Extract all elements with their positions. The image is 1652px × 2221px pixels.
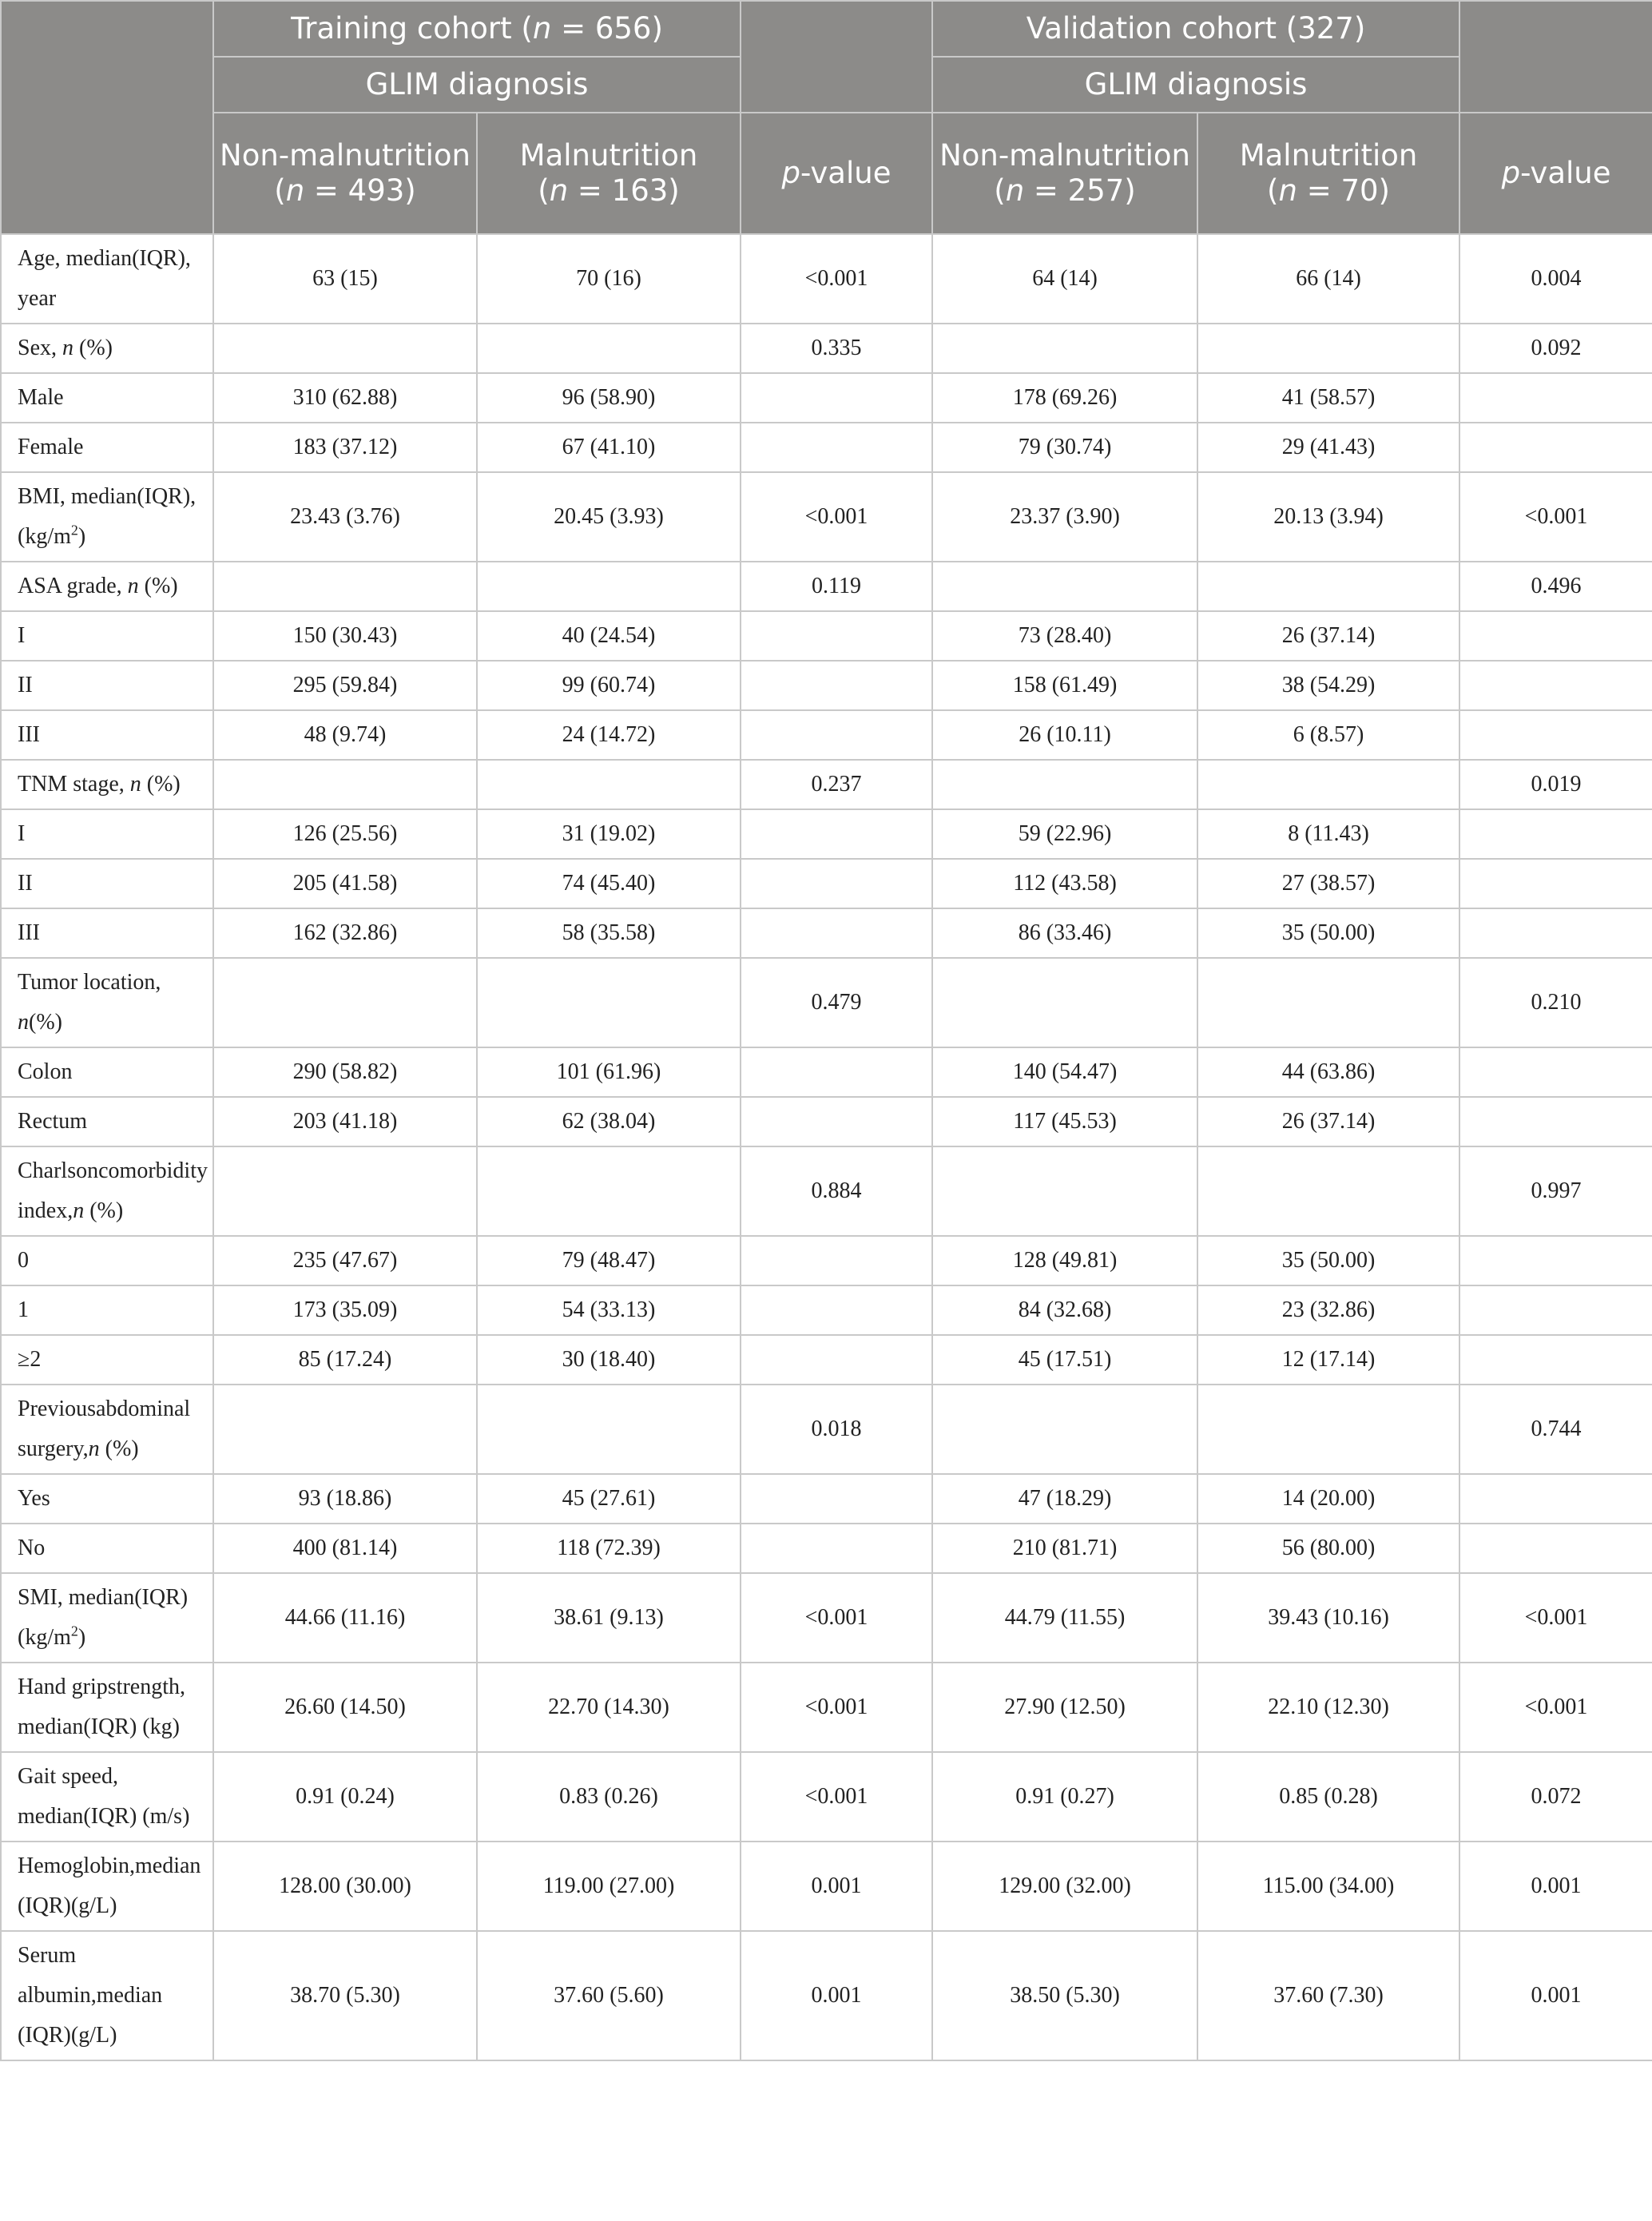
table-row — [1, 611, 1652, 661]
row-label-superscript: 2 — [70, 1623, 78, 1639]
row-label-segment: (%) — [73, 336, 113, 360]
training-pvalue-cell: <0.001 — [741, 1573, 932, 1663]
validation-pvalue-cell: 0.997 — [1459, 1146, 1652, 1236]
row-label-segment: I — [18, 623, 26, 648]
validation-pvalue-cell: <0.001 — [1459, 1663, 1652, 1752]
row-label-superscript: 2 — [70, 522, 78, 538]
training-pvalue-cell — [741, 1285, 932, 1335]
validation-malnutrition-cell — [1197, 1385, 1459, 1474]
validation-malnutrition-cell: 12 (17.14) — [1197, 1335, 1459, 1385]
row-label-segment: Tumor location, — [18, 970, 161, 995]
training-pvalue-cell — [741, 908, 932, 958]
row-label-segment: strength, median — [18, 1675, 185, 1739]
validation-malnutrition-cell: 6 (8.57) — [1197, 710, 1459, 760]
validation-non-malnutrition-cell: 117 (45.53) — [932, 1097, 1197, 1146]
validation-pvalue-cell — [1459, 1474, 1652, 1524]
table-row — [1, 324, 1652, 373]
row-label-segment: (g/L) — [70, 1893, 117, 1918]
validation-non-malnutrition-cell: 84 (32.68) — [932, 1285, 1197, 1335]
row-label-segment: (%) — [84, 1198, 124, 1223]
training-pvalue-cell — [741, 1236, 932, 1285]
training-malnutrition-cell — [477, 562, 741, 611]
training-malnutrition-cell — [477, 324, 741, 373]
training-non-malnutrition-cell: 26.60 (14.50) — [213, 1663, 477, 1752]
training-pvalue-cell — [741, 611, 932, 661]
table-row — [1, 760, 1652, 809]
validation-pvalue-cell — [1459, 373, 1652, 423]
validation-pvalue-cell — [1459, 661, 1652, 710]
row-label — [1, 661, 213, 710]
training-pvalue-cell — [741, 423, 932, 472]
training-malnutrition-cell: 54 (33.13) — [477, 1285, 741, 1335]
row-label-segment: (%) — [99, 1436, 139, 1461]
validation-pvalue-cell: 0.001 — [1459, 1842, 1652, 1931]
training-non-malnutrition-cell — [213, 562, 477, 611]
validation-pvalue-cell — [1459, 1236, 1652, 1285]
training-malnutrition-cell: 45 (27.61) — [477, 1474, 741, 1524]
training-non-malnutrition-cell: 48 (9.74) — [213, 710, 477, 760]
validation-non-malnutrition-cell: 26 (10.11) — [932, 710, 1197, 760]
table-row — [1, 661, 1652, 710]
row-label-segment: Rectum — [18, 1109, 88, 1134]
validation-pvalue-spacer — [1459, 1, 1652, 113]
validation-pvalue-cell — [1459, 1097, 1652, 1146]
validation-non-malnutrition-cell: 86 (33.46) — [932, 908, 1197, 958]
row-label-segment: Previous — [18, 1397, 96, 1421]
row-label-segment: median (IQR) — [18, 1853, 201, 1918]
validation-non-malnutrition-cell: 128 (49.81) — [932, 1236, 1197, 1285]
validation-pvalue-header: p-value — [1459, 113, 1652, 234]
training-pvalue-spacer — [741, 1, 932, 113]
validation-malnutrition-cell: 8 (11.43) — [1197, 809, 1459, 859]
training-non-malnutrition-cell: 235 (47.67) — [213, 1236, 477, 1285]
row-label-segment: III — [18, 722, 40, 747]
training-malnutrition-cell: 99 (60.74) — [477, 661, 741, 710]
training-malnutrition-cell: 79 (48.47) — [477, 1236, 741, 1285]
training-non-malnutrition-cell: 93 (18.86) — [213, 1474, 477, 1524]
validation-non-malnutrition-cell: 47 (18.29) — [932, 1474, 1197, 1524]
validation-pvalue-cell: 0.072 — [1459, 1752, 1652, 1842]
validation-pvalue-cell — [1459, 1335, 1652, 1385]
validation-pvalue-cell — [1459, 1524, 1652, 1573]
training-cohort-header: Training cohort (n = 656) — [213, 1, 741, 57]
row-label-segment: n — [88, 1436, 100, 1461]
training-pvalue-cell — [741, 710, 932, 760]
training-non-malnutrition-header: Non-malnutrition (n = 493) — [213, 113, 477, 234]
training-non-malnutrition-cell: 150 (30.43) — [213, 611, 477, 661]
row-label-segment: median (IQR) — [18, 1983, 163, 2048]
row-label-segment: III — [18, 920, 40, 945]
row-label — [1, 760, 213, 809]
row-label-segment: Hand grip — [18, 1675, 108, 1699]
table-row — [1, 1385, 1652, 1474]
training-pvalue-cell: 0.335 — [741, 324, 932, 373]
training-pvalue-cell: 0.884 — [741, 1146, 932, 1236]
validation-pvalue-cell: <0.001 — [1459, 472, 1652, 562]
row-label — [1, 562, 213, 611]
validation-malnutrition-cell — [1197, 324, 1459, 373]
row-label-segment: abdominal surgery, — [18, 1397, 191, 1461]
row-label-segment: comorbidity index, — [18, 1158, 208, 1223]
table-row — [1, 1663, 1652, 1752]
validation-malnutrition-cell: 37.60 (7.30) — [1197, 1931, 1459, 2060]
table-row — [1, 859, 1652, 908]
validation-non-malnutrition-cell: 27.90 (12.50) — [932, 1663, 1197, 1752]
row-label — [1, 234, 213, 324]
row-label — [1, 472, 213, 562]
table-row — [1, 234, 1652, 324]
row-label-segment: Age, median — [18, 246, 133, 271]
validation-non-malnutrition-cell: 158 (61.49) — [932, 661, 1197, 710]
training-non-malnutrition-cell — [213, 1146, 477, 1236]
row-label-segment: SMI, median — [18, 1585, 135, 1610]
row-label — [1, 1047, 213, 1097]
table-body — [1, 234, 1652, 2060]
validation-malnutrition-cell: 35 (50.00) — [1197, 908, 1459, 958]
validation-non-malnutrition-cell: 59 (22.96) — [932, 809, 1197, 859]
row-label-segment: (%) — [138, 574, 178, 598]
training-non-malnutrition-cell — [213, 958, 477, 1047]
training-non-malnutrition-cell — [213, 760, 477, 809]
training-pvalue-cell — [741, 1524, 932, 1573]
row-label-segment: II — [18, 871, 33, 896]
training-pvalue-cell — [741, 1097, 932, 1146]
training-malnutrition-cell: 119.00 (27.00) — [477, 1842, 741, 1931]
row-label-segment: ) — [77, 1625, 86, 1650]
row-label-segment: (IQR) (m/s) — [83, 1804, 190, 1829]
validation-pvalue-cell: 0.496 — [1459, 562, 1652, 611]
training-non-malnutrition-cell: 63 (15) — [213, 234, 477, 324]
training-malnutrition-cell: 96 (58.90) — [477, 373, 741, 423]
training-malnutrition-cell: 20.45 (3.93) — [477, 472, 741, 562]
row-label-segment: (IQR) (kg/m — [18, 1585, 189, 1650]
training-pvalue-cell — [741, 859, 932, 908]
validation-malnutrition-cell: 26 (37.14) — [1197, 1097, 1459, 1146]
training-pvalue-cell: 0.119 — [741, 562, 932, 611]
row-label-segment: Yes — [18, 1486, 50, 1511]
training-pvalue-cell: 0.018 — [741, 1385, 932, 1474]
training-pvalue-cell — [741, 809, 932, 859]
table-row — [1, 1842, 1652, 1931]
row-label — [1, 1236, 213, 1285]
validation-non-malnutrition-cell — [932, 1385, 1197, 1474]
training-pvalue-cell: <0.001 — [741, 234, 932, 324]
validation-pvalue-cell — [1459, 423, 1652, 472]
table-row — [1, 1097, 1652, 1146]
training-non-malnutrition-cell: 400 (81.14) — [213, 1524, 477, 1573]
validation-malnutrition-cell: 22.10 (12.30) — [1197, 1663, 1459, 1752]
training-pvalue-cell: 0.001 — [741, 1931, 932, 2060]
validation-non-malnutrition-cell: 140 (54.47) — [932, 1047, 1197, 1097]
training-pvalue-cell: 0.001 — [741, 1842, 932, 1931]
row-label — [1, 1335, 213, 1385]
table-row — [1, 1285, 1652, 1335]
row-label-segment: Male — [18, 385, 64, 410]
validation-malnutrition-cell: 23 (32.86) — [1197, 1285, 1459, 1335]
validation-malnutrition-cell: 20.13 (3.94) — [1197, 472, 1459, 562]
row-label — [1, 1474, 213, 1524]
row-label — [1, 1573, 213, 1663]
training-non-malnutrition-cell: 162 (32.86) — [213, 908, 477, 958]
row-label-segment: 1 — [18, 1297, 29, 1322]
row-label-segment: ≥2 — [18, 1347, 42, 1372]
row-label — [1, 1524, 213, 1573]
row-label — [1, 324, 213, 373]
table-row — [1, 1573, 1652, 1663]
validation-pvalue-cell: 0.019 — [1459, 760, 1652, 809]
table-row — [1, 1236, 1652, 1285]
row-label-segment: n — [129, 772, 141, 797]
table-row — [1, 710, 1652, 760]
validation-non-malnutrition-cell: 0.91 (0.27) — [932, 1752, 1197, 1842]
row-label — [1, 611, 213, 661]
validation-pvalue-cell — [1459, 908, 1652, 958]
table-row — [1, 1931, 1652, 2060]
validation-malnutrition-cell: 66 (14) — [1197, 234, 1459, 324]
validation-malnutrition-cell — [1197, 1146, 1459, 1236]
training-non-malnutrition-cell: 173 (35.09) — [213, 1285, 477, 1335]
training-malnutrition-cell: 40 (24.54) — [477, 611, 741, 661]
row-label-segment: Gait speed, median — [18, 1764, 118, 1829]
row-label — [1, 1146, 213, 1236]
training-pvalue-cell — [741, 1047, 932, 1097]
row-label-segment: n — [73, 1198, 85, 1223]
table-row — [1, 1335, 1652, 1385]
table-row — [1, 1752, 1652, 1842]
row-label — [1, 1285, 213, 1335]
table-row — [1, 373, 1652, 423]
training-malnutrition-cell: 30 (18.40) — [477, 1335, 741, 1385]
row-label-segment: No — [18, 1536, 46, 1560]
row-label-segment: 0 — [18, 1248, 29, 1273]
validation-non-malnutrition-cell: 38.50 (5.30) — [932, 1931, 1197, 2060]
validation-malnutrition-cell — [1197, 958, 1459, 1047]
table-row — [1, 1474, 1652, 1524]
row-label — [1, 859, 213, 908]
validation-non-malnutrition-cell: 79 (30.74) — [932, 423, 1197, 472]
training-pvalue-cell: 0.237 — [741, 760, 932, 809]
validation-non-malnutrition-cell: 64 (14) — [932, 234, 1197, 324]
row-label-segment: I — [18, 821, 26, 846]
validation-malnutrition-cell: 14 (20.00) — [1197, 1474, 1459, 1524]
row-label-segment: (%) — [29, 1010, 62, 1035]
row-label-segment: (g/L) — [70, 2023, 117, 2048]
training-malnutrition-cell: 118 (72.39) — [477, 1524, 741, 1573]
row-label — [1, 809, 213, 859]
validation-pvalue-cell: 0.004 — [1459, 234, 1652, 324]
row-label-segment: Charlson — [18, 1158, 99, 1183]
validation-pvalue-cell — [1459, 809, 1652, 859]
training-malnutrition-cell: 67 (41.10) — [477, 423, 741, 472]
training-non-malnutrition-cell — [213, 324, 477, 373]
training-malnutrition-cell — [477, 1385, 741, 1474]
validation-non-malnutrition-cell: 129.00 (32.00) — [932, 1842, 1197, 1931]
validation-malnutrition-header: Malnutrition (n = 70) — [1197, 113, 1459, 234]
row-label-segment: ASA grade, — [18, 574, 128, 598]
training-pvalue-cell: <0.001 — [741, 1752, 932, 1842]
training-non-malnutrition-cell: 203 (41.18) — [213, 1097, 477, 1146]
row-label-segment: (%) — [141, 772, 181, 797]
row-label-segment: BMI, median — [18, 484, 137, 509]
training-malnutrition-cell: 101 (61.96) — [477, 1047, 741, 1097]
training-malnutrition-cell — [477, 1146, 741, 1236]
validation-malnutrition-cell: 115.00 (34.00) — [1197, 1842, 1459, 1931]
training-pvalue-cell: <0.001 — [741, 1663, 932, 1752]
row-label — [1, 1663, 213, 1752]
validation-non-malnutrition-cell — [932, 760, 1197, 809]
row-label — [1, 1752, 213, 1842]
table-row — [1, 1047, 1652, 1097]
validation-pvalue-cell — [1459, 1285, 1652, 1335]
row-label-segment: Colon — [18, 1059, 73, 1084]
training-non-malnutrition-cell: 23.43 (3.76) — [213, 472, 477, 562]
training-non-malnutrition-cell: 0.91 (0.24) — [213, 1752, 477, 1842]
row-label-segment: Serum albumin, — [18, 1943, 97, 2008]
table-row — [1, 1146, 1652, 1236]
row-label-segment: ) — [77, 524, 86, 549]
training-glim-diagnosis-header: GLIM diagnosis — [213, 57, 741, 113]
table-row — [1, 423, 1652, 472]
training-malnutrition-cell: 74 (45.40) — [477, 859, 741, 908]
validation-malnutrition-cell: 0.85 (0.28) — [1197, 1752, 1459, 1842]
validation-pvalue-cell: 0.210 — [1459, 958, 1652, 1047]
validation-malnutrition-cell: 29 (41.43) — [1197, 423, 1459, 472]
validation-non-malnutrition-cell: 44.79 (11.55) — [932, 1573, 1197, 1663]
table-row — [1, 908, 1652, 958]
validation-non-malnutrition-cell — [932, 324, 1197, 373]
row-label — [1, 423, 213, 472]
training-non-malnutrition-cell — [213, 1385, 477, 1474]
validation-malnutrition-cell: 56 (80.00) — [1197, 1524, 1459, 1573]
validation-non-malnutrition-cell — [932, 562, 1197, 611]
training-non-malnutrition-cell: 295 (59.84) — [213, 661, 477, 710]
validation-pvalue-cell: <0.001 — [1459, 1573, 1652, 1663]
validation-glim-diagnosis-header: GLIM diagnosis — [932, 57, 1459, 113]
training-malnutrition-cell: 31 (19.02) — [477, 809, 741, 859]
row-label-segment: II — [18, 673, 33, 697]
row-label — [1, 1931, 213, 2060]
training-pvalue-header: p-value — [741, 113, 932, 234]
training-non-malnutrition-cell: 126 (25.56) — [213, 809, 477, 859]
validation-malnutrition-cell: 41 (58.57) — [1197, 373, 1459, 423]
row-label — [1, 373, 213, 423]
validation-non-malnutrition-cell — [932, 958, 1197, 1047]
row-label-segment: n — [127, 574, 139, 598]
row-label-segment: Sex, — [18, 336, 62, 360]
table-header — [1, 1, 1652, 234]
training-non-malnutrition-cell: 44.66 (11.16) — [213, 1573, 477, 1663]
validation-non-malnutrition-header: Non-malnutrition (n = 257) — [932, 113, 1197, 234]
row-label-segment: n — [18, 1010, 29, 1035]
row-label — [1, 1842, 213, 1931]
table-row — [1, 562, 1652, 611]
row-label — [1, 710, 213, 760]
row-label — [1, 958, 213, 1047]
training-non-malnutrition-cell: 85 (17.24) — [213, 1335, 477, 1385]
training-malnutrition-cell: 37.60 (5.60) — [477, 1931, 741, 2060]
row-label — [1, 1097, 213, 1146]
row-label — [1, 1385, 213, 1474]
training-non-malnutrition-cell: 128.00 (30.00) — [213, 1842, 477, 1931]
validation-malnutrition-cell: 38 (54.29) — [1197, 661, 1459, 710]
training-malnutrition-cell: 70 (16) — [477, 234, 741, 324]
training-pvalue-cell — [741, 1474, 932, 1524]
row-label-segment: (IQR), (kg/m — [18, 484, 197, 549]
validation-non-malnutrition-cell: 178 (69.26) — [932, 373, 1197, 423]
training-pvalue-cell — [741, 373, 932, 423]
training-pvalue-cell: 0.479 — [741, 958, 932, 1047]
training-non-malnutrition-cell: 205 (41.58) — [213, 859, 477, 908]
validation-pvalue-cell — [1459, 710, 1652, 760]
validation-malnutrition-cell: 44 (63.86) — [1197, 1047, 1459, 1097]
training-malnutrition-header: Malnutrition (n = 163) — [477, 113, 741, 234]
training-non-malnutrition-cell: 38.70 (5.30) — [213, 1931, 477, 2060]
validation-pvalue-cell — [1459, 859, 1652, 908]
training-malnutrition-cell: 62 (38.04) — [477, 1097, 741, 1146]
training-malnutrition-cell: 58 (35.58) — [477, 908, 741, 958]
training-pvalue-cell — [741, 1335, 932, 1385]
validation-non-malnutrition-cell — [932, 1146, 1197, 1236]
row-label-segment: Hemoglobin, — [18, 1853, 135, 1878]
training-non-malnutrition-cell: 290 (58.82) — [213, 1047, 477, 1097]
training-malnutrition-cell: 24 (14.72) — [477, 710, 741, 760]
validation-pvalue-cell: 0.001 — [1459, 1931, 1652, 2060]
validation-malnutrition-cell: 27 (38.57) — [1197, 859, 1459, 908]
validation-malnutrition-cell — [1197, 562, 1459, 611]
training-malnutrition-cell: 38.61 (9.13) — [477, 1573, 741, 1663]
row-label-segment: Female — [18, 435, 84, 459]
validation-non-malnutrition-cell: 210 (81.71) — [932, 1524, 1197, 1573]
row-label-segment: (IQR) (kg) — [83, 1714, 180, 1739]
row-label — [1, 908, 213, 958]
validation-non-malnutrition-cell: 112 (43.58) — [932, 859, 1197, 908]
row-label-segment: TNM stage, — [18, 772, 130, 797]
validation-malnutrition-cell: 35 (50.00) — [1197, 1236, 1459, 1285]
validation-non-malnutrition-cell: 23.37 (3.90) — [932, 472, 1197, 562]
validation-malnutrition-cell: 39.43 (10.16) — [1197, 1573, 1459, 1663]
validation-pvalue-cell — [1459, 1047, 1652, 1097]
validation-malnutrition-cell: 26 (37.14) — [1197, 611, 1459, 661]
training-malnutrition-cell: 0.83 (0.26) — [477, 1752, 741, 1842]
corner-header-cell — [1, 1, 213, 234]
training-malnutrition-cell — [477, 760, 741, 809]
table-row — [1, 1524, 1652, 1573]
validation-non-malnutrition-cell: 73 (28.40) — [932, 611, 1197, 661]
training-non-malnutrition-cell: 183 (37.12) — [213, 423, 477, 472]
training-pvalue-cell: <0.001 — [741, 472, 932, 562]
row-label-segment: n — [62, 336, 73, 360]
validation-malnutrition-cell — [1197, 760, 1459, 809]
training-malnutrition-cell — [477, 958, 741, 1047]
table-row — [1, 809, 1652, 859]
validation-cohort-header: Validation cohort (327) — [932, 1, 1459, 57]
training-non-malnutrition-cell: 310 (62.88) — [213, 373, 477, 423]
validation-non-malnutrition-cell: 45 (17.51) — [932, 1335, 1197, 1385]
table-row — [1, 958, 1652, 1047]
training-malnutrition-cell: 22.70 (14.30) — [477, 1663, 741, 1752]
table-row — [1, 472, 1652, 562]
validation-pvalue-cell: 0.744 — [1459, 1385, 1652, 1474]
validation-pvalue-cell — [1459, 611, 1652, 661]
training-pvalue-cell — [741, 661, 932, 710]
row-label-segment: (IQR), year — [18, 246, 191, 311]
validation-pvalue-cell: 0.092 — [1459, 324, 1652, 373]
